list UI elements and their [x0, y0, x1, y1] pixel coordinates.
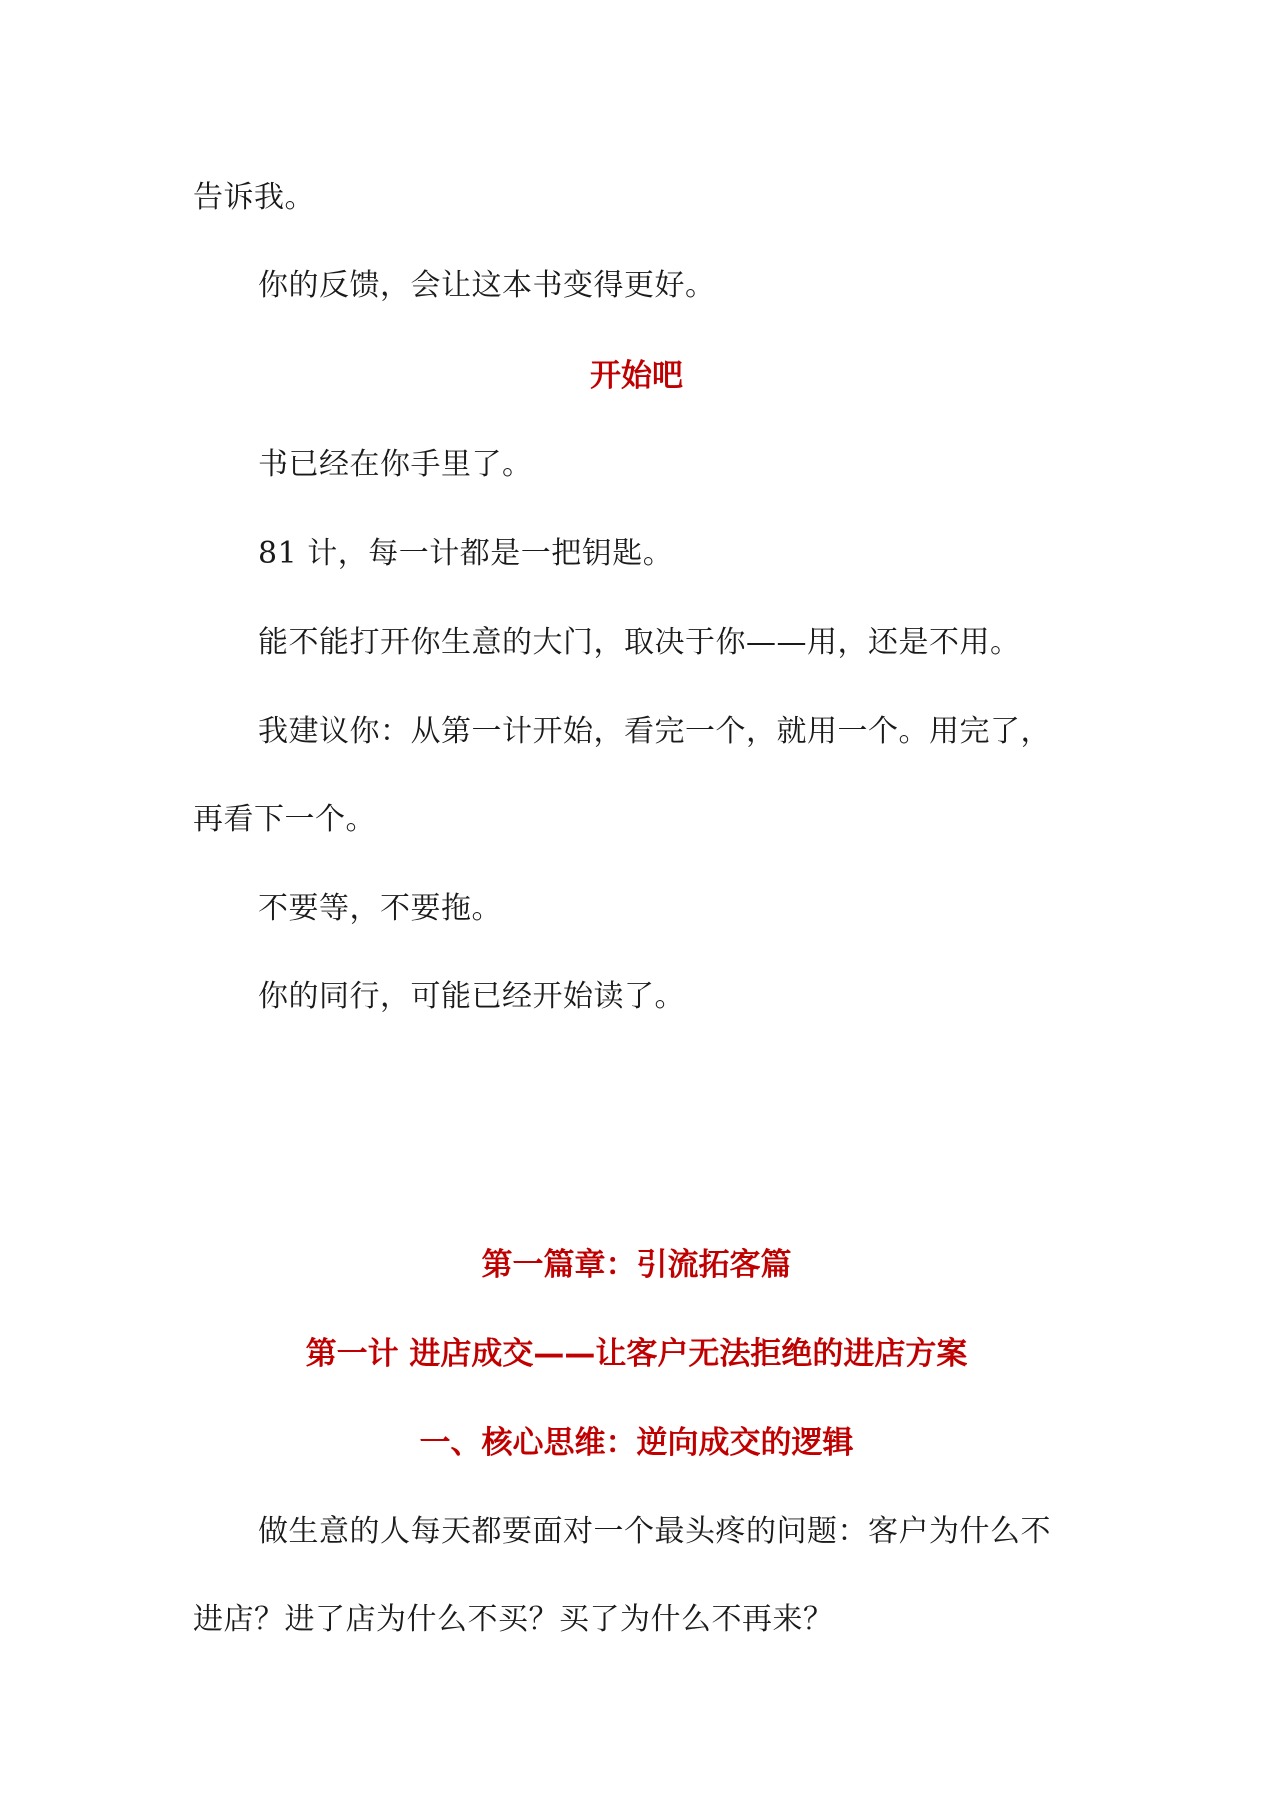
paragraph-feedback: 你的反馈，会让这本书变得更好。: [258, 268, 716, 303]
paragraph-core-question-line1: 做生意的人每天都要面对一个最头疼的问题：客户为什么不: [258, 1514, 1051, 1549]
chapter-title: 第一篇章：引流拓客篇: [481, 1247, 792, 1283]
paragraph-suggestion-line1: 我建议你：从第一计开始，看完一个，就用一个。用完了，: [258, 714, 1051, 749]
paragraph-continuation: 告诉我。: [193, 180, 315, 215]
paragraph-dont-wait: 不要等，不要拖。: [258, 891, 502, 926]
section-title: 一、核心思维：逆向成交的逻辑: [419, 1425, 854, 1461]
paragraph-peers: 你的同行，可能已经开始读了。: [258, 979, 685, 1014]
paragraph-book-in-hand: 书已经在你手里了。: [258, 447, 533, 482]
paragraph-81-keys: 81 计，每一计都是一把钥匙。: [258, 536, 674, 571]
paragraph-open-door: 能不能打开你生意的大门，取决于你——用，还是不用。: [258, 625, 1021, 660]
paragraph-core-question-line2: 进店？进了店为什么不买？买了为什么不再来？: [193, 1602, 834, 1637]
strategy-title: 第一计 进店成交——让客户无法拒绝的进店方案: [305, 1336, 968, 1372]
heading-start: 开始吧: [590, 358, 683, 394]
paragraph-suggestion-line2: 再看下一个。: [193, 802, 376, 837]
